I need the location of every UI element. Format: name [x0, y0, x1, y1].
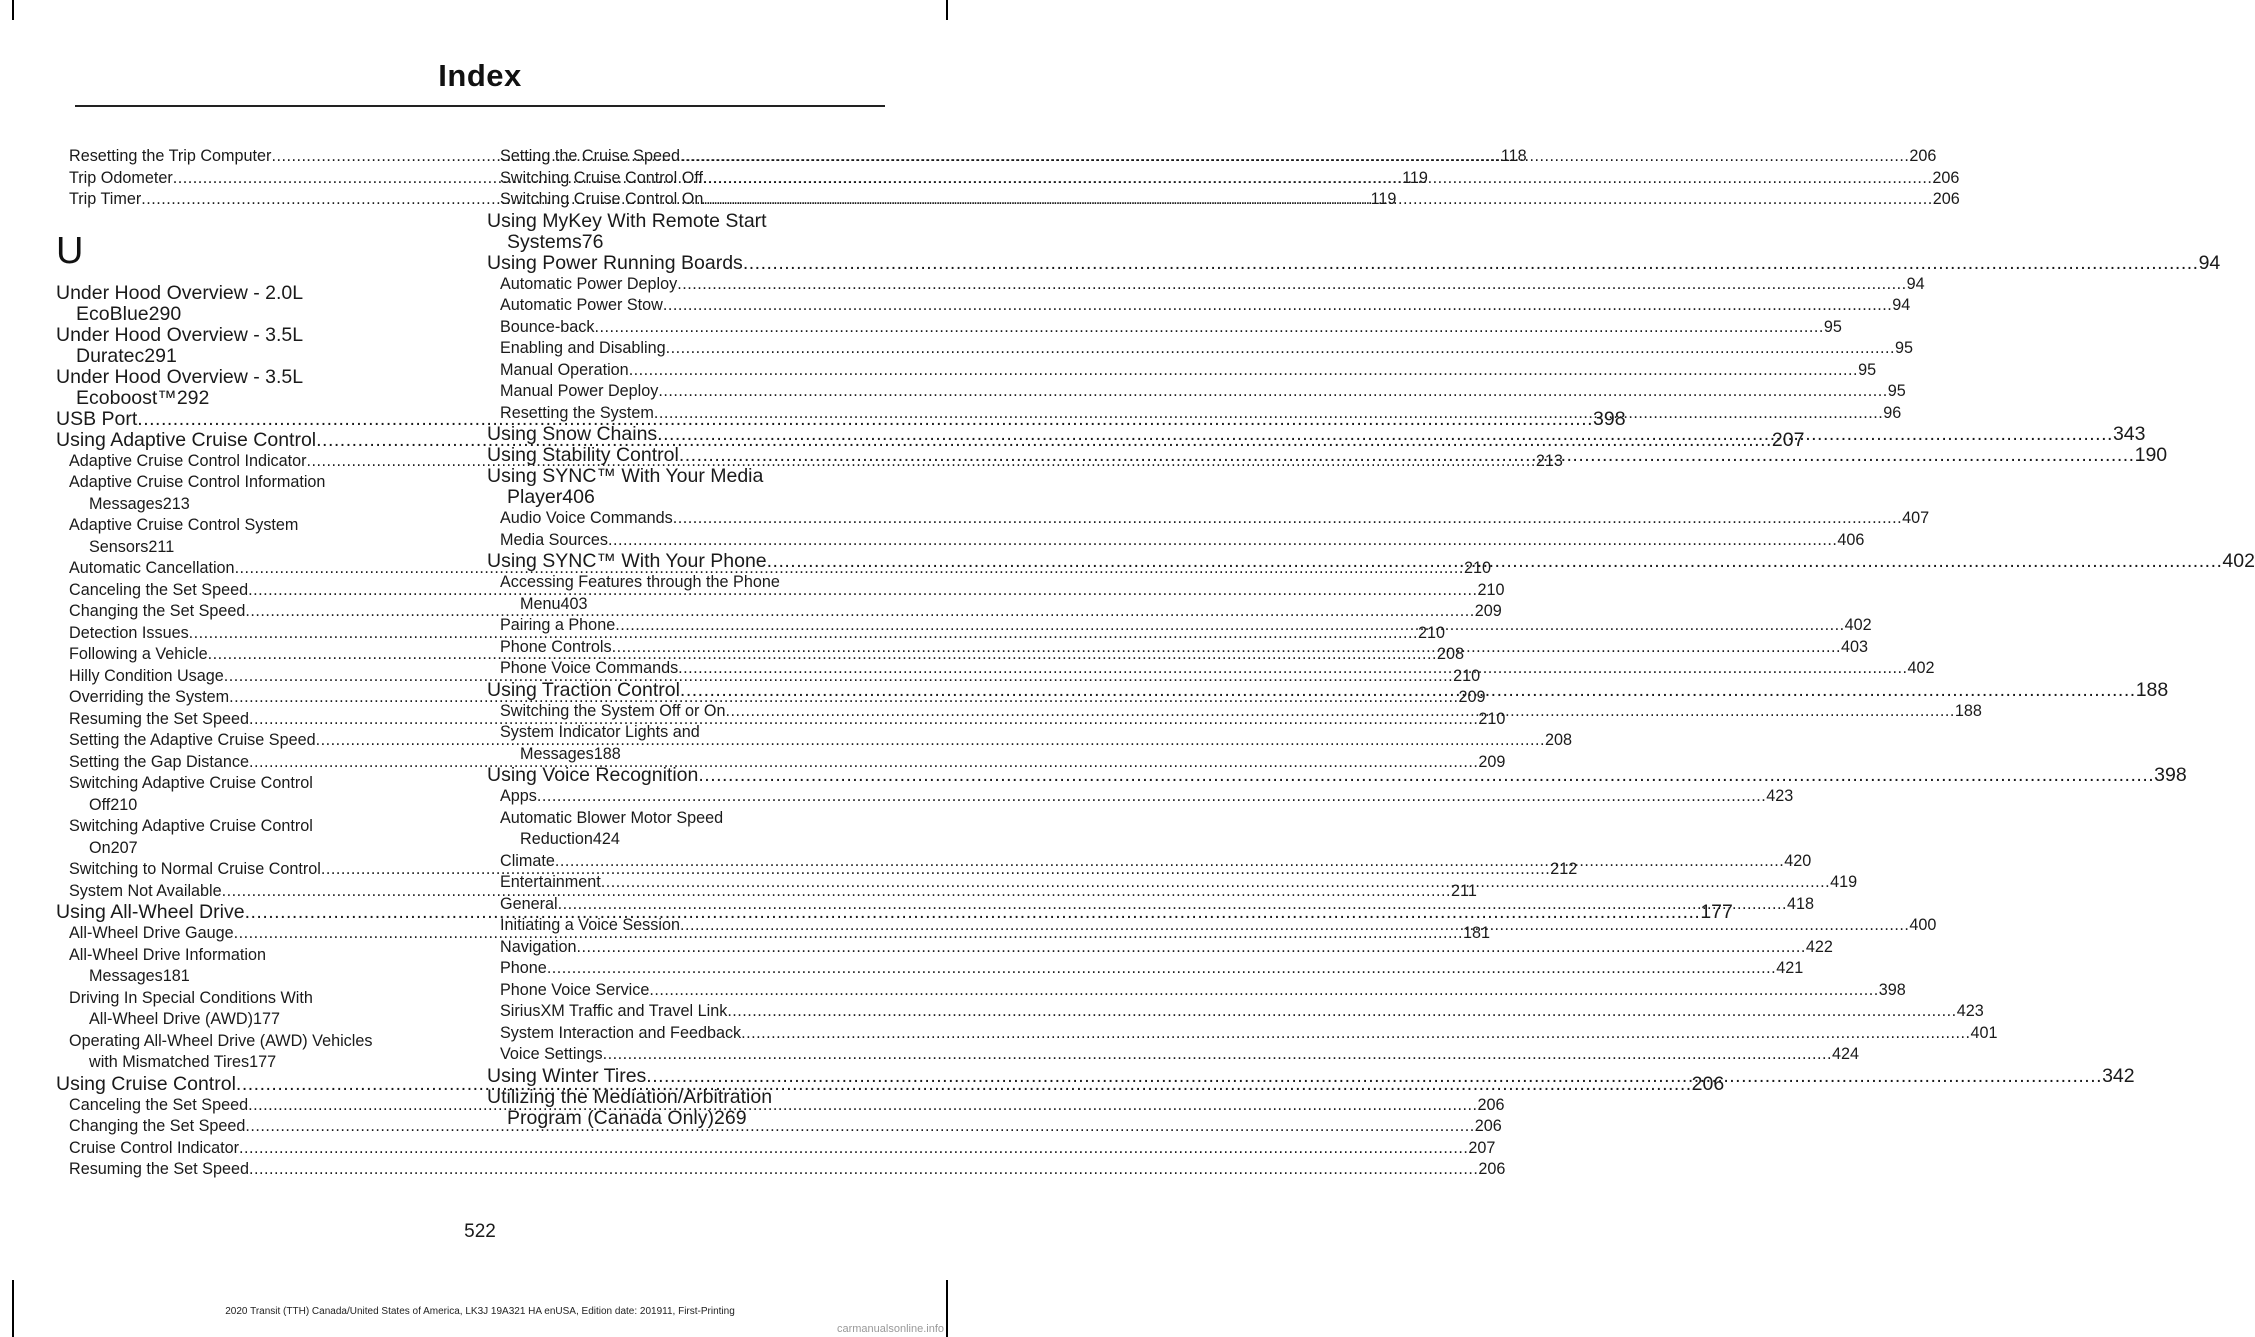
index-subentry[interactable]: SiriusXM Traffic and Travel Link ..... 423	[487, 1001, 878, 1023]
index-subentry[interactable]: Resuming the Set Speed ..... 206	[56, 1159, 446, 1181]
index-subentry[interactable]: Adaptive Cruise Control Information Messages 213	[69, 473, 326, 513]
index-subentry[interactable]: Audio Voice Commands ..... 407	[487, 508, 878, 530]
index-subentry[interactable]: Pairing a Phone ..... 402	[487, 615, 878, 637]
index-subentry[interactable]: Setting the Adaptive Cruise Speed ..... 208	[56, 730, 446, 752]
crop-mark-top-right	[946, 0, 948, 20]
index-subentry[interactable]: System Interaction and Feedback ..... 401	[487, 1023, 878, 1045]
index-entry[interactable]: Using Stability Control ..... 190	[487, 445, 878, 466]
index-subentry[interactable]: Setting the Gap Distance ..... 209	[56, 752, 446, 774]
index-subentry[interactable]: Canceling the Set Speed ..... 206	[56, 1095, 446, 1117]
index-subentry[interactable]: Following a Vehicle ..... 208	[56, 644, 446, 666]
index-subentry[interactable]: Media Sources ..... 406	[487, 530, 878, 552]
index-subentry[interactable]: Trip Timer ..... 119	[56, 189, 446, 211]
index-subentry[interactable]: Phone Controls ..... 403	[487, 637, 878, 659]
index-subentry[interactable]: Climate ..... 420	[487, 851, 878, 873]
index-entry[interactable]: Using Cruise Control ..... 206	[56, 1074, 446, 1095]
index-subentry[interactable]: Cruise Control Indicator ..... 207	[56, 1138, 446, 1160]
index-subentry[interactable]: System Not Available ..... 211	[56, 881, 446, 903]
index-subentry[interactable]: Manual Operation ..... 95	[487, 360, 878, 382]
index-subentry[interactable]: General ..... 418	[487, 894, 878, 916]
index-subentry[interactable]: Apps ..... 423	[487, 786, 878, 808]
index-entry[interactable]: Using Traction Control ..... 188	[487, 680, 878, 701]
header-divider	[75, 105, 885, 107]
index-subentry[interactable]: Switching Cruise Control On ..... 206	[487, 189, 878, 211]
index-subentry[interactable]: Changing the Set Speed ..... 206	[56, 1116, 446, 1138]
index-subentry[interactable]: Automatic Power Deploy ..... 94	[487, 274, 878, 296]
index-subentry[interactable]: Automatic Power Stow ..... 94	[487, 295, 878, 317]
index-subentry[interactable]: Automatic Blower Motor Speed Reduction 424	[500, 808, 724, 848]
index-subentry[interactable]: Phone Voice Commands ..... 402	[487, 658, 878, 680]
index-subentry[interactable]: Phone Voice Service ..... 398	[487, 980, 878, 1002]
index-subentry[interactable]: Setting the Cruise Speed ..... 206	[487, 146, 878, 168]
index-subentry[interactable]: Canceling the Set Speed ..... 210	[56, 580, 446, 602]
page-title: Index	[438, 58, 522, 93]
index-entry[interactable]: Under Hood Overview - 3.5L Ecoboost™ 292	[56, 365, 304, 409]
index-subentry[interactable]: Trip Odometer ..... 119	[56, 168, 446, 190]
index-subentry[interactable]: Adaptive Cruise Control Indicator ..... 213	[56, 451, 446, 473]
footer-edition-info: 2020 Transit (TTH) Canada/United States of America, LK3J 19A321 HA enUSA, Edition date: 201911, First-Printing	[225, 1306, 735, 1317]
index-subentry[interactable]: Switching Adaptive Cruise Control Off 210	[69, 774, 313, 814]
index-subentry[interactable]: Switching to Normal Cruise Control ..... 212	[56, 859, 446, 881]
index-subentry[interactable]: Phone ..... 421	[487, 958, 878, 980]
index-subentry[interactable]: Automatic Cancellation ..... 210	[56, 558, 446, 580]
index-subentry[interactable]: Entertainment ..... 419	[487, 872, 878, 894]
index-subentry[interactable]: Resuming the Set Speed ..... 210	[56, 709, 446, 731]
index-letter-heading: U	[56, 229, 84, 272]
index-subentry[interactable]: Adaptive Cruise Control System Sensors 211	[69, 516, 299, 556]
index-subentry[interactable]: Operating All-Wheel Drive (AWD) Vehicles with Mismatched Tires 177	[69, 1031, 373, 1071]
index-entry[interactable]: Using Voice Recognition ..... 398	[487, 765, 878, 786]
watermark: carmanualsonline.info	[836, 1323, 944, 1335]
index-subentry[interactable]: Manual Power Deploy ..... 95	[487, 381, 878, 403]
index-entry[interactable]: USB Port ..... 398	[56, 409, 446, 430]
index-entry[interactable]: Using Winter Tires ..... 342	[487, 1066, 878, 1087]
index-subentry[interactable]: Navigation ..... 422	[487, 937, 878, 959]
index-entry[interactable]: Using SYNC™ With Your Phone ..... 402	[487, 551, 878, 572]
index-subentry[interactable]: All-Wheel Drive Information Messages 181	[69, 945, 267, 985]
index-subentry[interactable]: All-Wheel Drive Gauge ..... 181	[56, 923, 446, 945]
index-subentry[interactable]: Voice Settings ..... 424	[487, 1044, 878, 1066]
index-entry[interactable]: Under Hood Overview - 2.0L EcoBlue 290	[56, 281, 304, 325]
index-subentry[interactable]: Changing the Set Speed ..... 209	[56, 601, 446, 623]
index-subentry[interactable]: Initiating a Voice Session ..... 400	[487, 915, 878, 937]
index-subentry[interactable]: Switching Adaptive Cruise Control On 207	[69, 817, 313, 857]
page-number: 522	[464, 1221, 496, 1242]
index-entry[interactable]: Using Snow Chains ..... 343	[487, 424, 878, 445]
index-subentry[interactable]: Detection Issues ..... 210	[56, 623, 446, 645]
index-entry[interactable]: Using SYNC™ With Your Media Player 406	[487, 465, 764, 508]
index-entry[interactable]: Using MyKey With Remote Start Systems 76	[487, 209, 767, 253]
index-entry[interactable]: Utilizing the Mediation/Arbitration Program (Canada Only) 269	[487, 1085, 773, 1129]
index-subentry[interactable]: Driving In Special Conditions With All-Wheel Drive (AWD) 177	[69, 988, 313, 1028]
crop-mark-top-left	[12, 0, 14, 20]
index-entry[interactable]: Under Hood Overview - 3.5L Duratec 291	[56, 323, 304, 367]
index-subentry[interactable]: Switching Cruise Control Off ..... 206	[487, 168, 878, 190]
index-entry[interactable]: Using Adaptive Cruise Control ..... 207	[56, 430, 446, 451]
index-subentry[interactable]: Overriding the System ..... 209	[56, 687, 446, 709]
index-subentry[interactable]: System Indicator Lights and Messages 188	[500, 723, 700, 763]
index-subentry[interactable]: Hilly Condition Usage ..... 210	[56, 666, 446, 688]
index-entry[interactable]: Using Power Running Boards ..... 94	[487, 253, 878, 274]
index-subentry[interactable]: Enabling and Disabling ..... 95	[487, 338, 878, 360]
index-entry[interactable]: Using All-Wheel Drive ..... 177	[56, 902, 446, 923]
index-subentry[interactable]: Resetting the Trip Computer ..... 118	[56, 146, 446, 168]
index-subentry[interactable]: Bounce-back ..... 95	[487, 317, 878, 339]
index-subentry[interactable]: Resetting the System ..... 96	[487, 403, 878, 425]
index-subentry[interactable]: Accessing Features through the Phone Menu 403	[500, 573, 780, 613]
index-subentry[interactable]: Switching the System Off or On ..... 188	[487, 701, 878, 723]
